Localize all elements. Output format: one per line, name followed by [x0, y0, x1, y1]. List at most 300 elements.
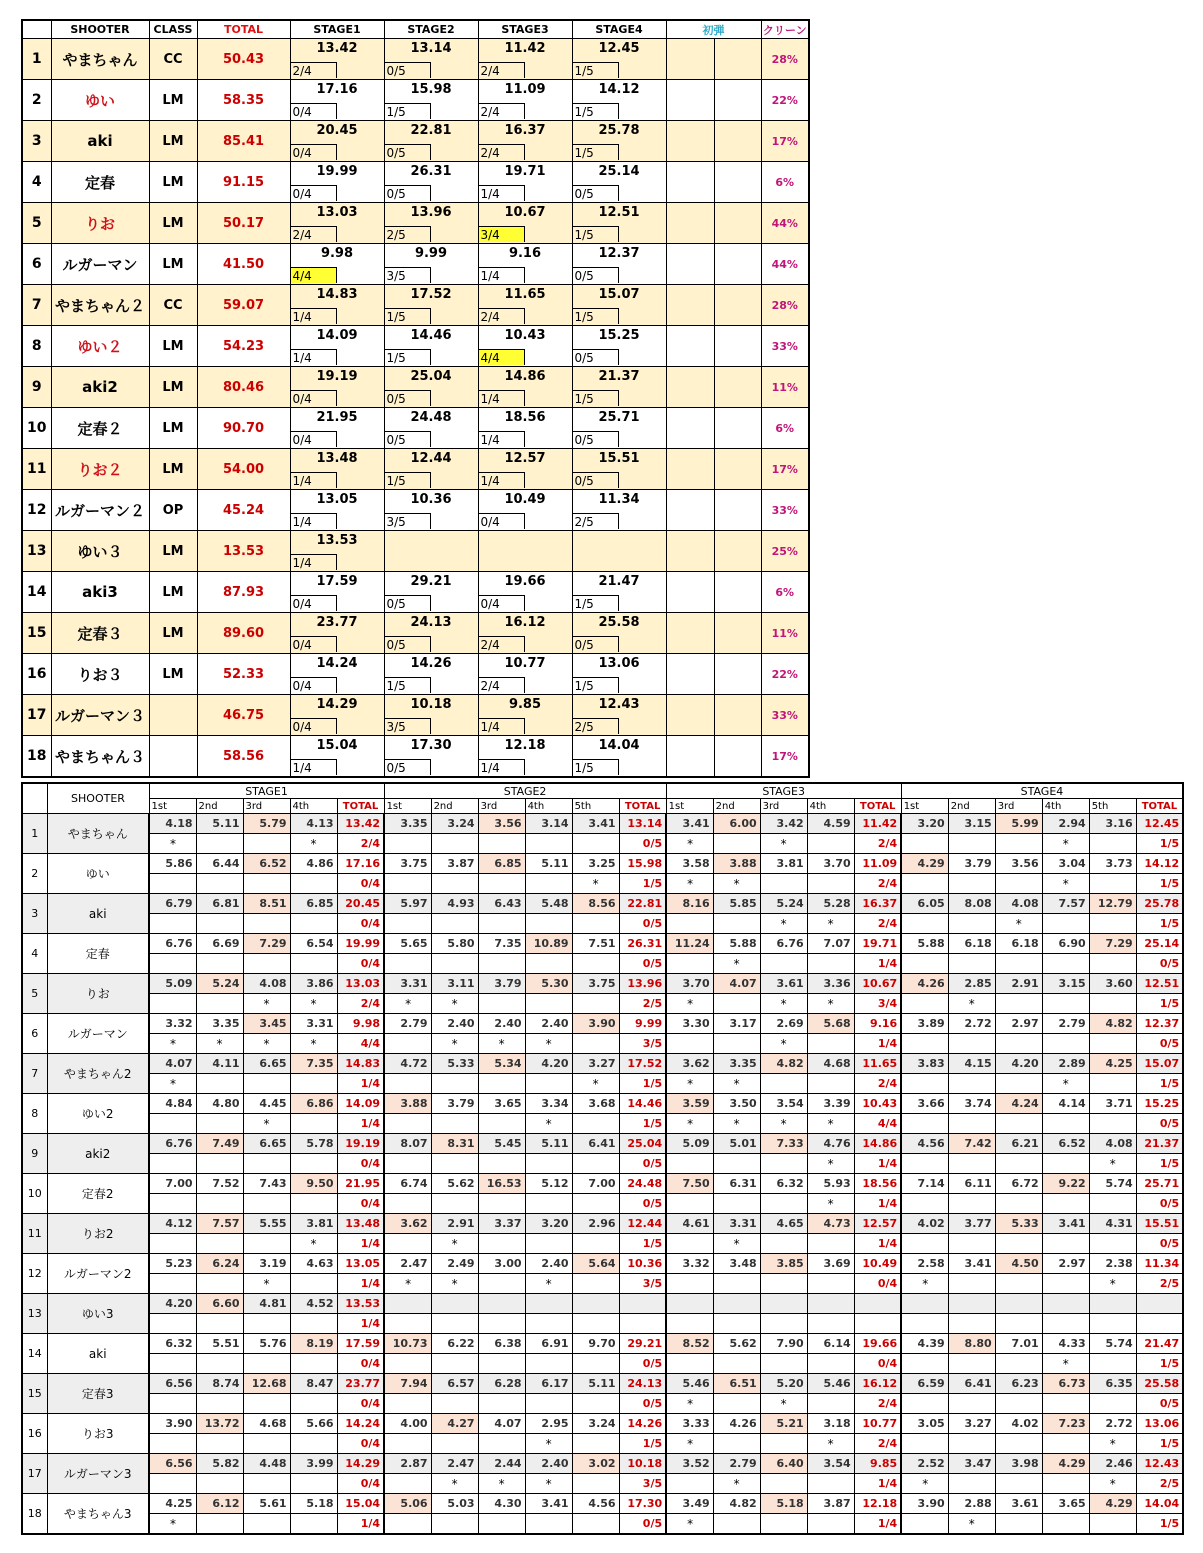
stage-result — [385, 80, 478, 120]
stage-hits: 0/5 — [1136, 954, 1183, 974]
stage-hits: 0/4 — [854, 1354, 901, 1374]
clean-rate: 11% — [761, 613, 809, 654]
stage-result — [479, 326, 572, 366]
stage-total: 19.66 — [854, 1334, 901, 1354]
stage-time: 11.34 — [598, 492, 640, 507]
shot-time: 4.02 — [901, 1214, 948, 1234]
shot-mark — [713, 1194, 760, 1214]
hit-count: 1/5 — [385, 677, 431, 693]
shot-mark: * — [666, 1434, 713, 1454]
detail-marks-row — [22, 1474, 1183, 1494]
shot-time: 3.36 — [807, 974, 854, 994]
shot-mark — [196, 874, 243, 894]
shot-mark — [243, 1354, 290, 1374]
shot-mark — [478, 834, 525, 854]
first-shot-cell-a — [666, 449, 714, 490]
stage-total-header: TOTAL — [854, 799, 901, 814]
stage-hits: 2/4 — [854, 1074, 901, 1094]
stage-hits: 0/5 — [619, 834, 666, 854]
stage-total: 12.44 — [619, 1214, 666, 1234]
stage-cell — [290, 203, 384, 244]
shot-time: 7.35 — [478, 934, 525, 954]
shot-mark: * — [1042, 874, 1089, 894]
clean-rate: 33% — [761, 326, 809, 367]
shot-time: 6.86 — [290, 1094, 337, 1114]
shot-time: 6.41 — [572, 1134, 619, 1154]
shot-time: 4.20 — [525, 1054, 572, 1074]
shot-time: 6.85 — [290, 894, 337, 914]
stage-result — [385, 367, 478, 407]
stage-time: 14.26 — [410, 656, 452, 671]
stage-total: 13.48 — [337, 1214, 384, 1234]
stage-total: 15.51 — [1136, 1214, 1183, 1234]
stage4-header: STAGE4 — [572, 20, 666, 39]
shot-time: 3.27 — [572, 1054, 619, 1074]
first-shot-cell-b — [714, 285, 761, 326]
hit-row — [573, 510, 666, 530]
shot-time — [431, 1294, 478, 1314]
stage-result — [385, 121, 478, 161]
shot-time: 4.07 — [713, 974, 760, 994]
detail-shooter-name: 定春3 — [47, 1374, 149, 1414]
shot-time: 3.90 — [901, 1494, 948, 1514]
shot-time: 3.41 — [525, 1494, 572, 1514]
class-cell: LM — [149, 531, 197, 572]
shot-mark — [243, 1154, 290, 1174]
hit-count: 2/4 — [479, 677, 525, 693]
shot-time: 6.00 — [713, 814, 760, 834]
shot-time: 3.47 — [948, 1454, 995, 1474]
stage-cell — [384, 203, 478, 244]
shot-time — [666, 1294, 713, 1314]
shot-mark — [1042, 1154, 1089, 1174]
shot-time: 4.39 — [901, 1334, 948, 1354]
shot-mark — [243, 1194, 290, 1214]
shot-mark: * — [666, 834, 713, 854]
shot-time: 7.42 — [948, 1134, 995, 1154]
hit-row — [573, 428, 666, 448]
shot-time: 3.73 — [1089, 854, 1136, 874]
stage-cell — [572, 490, 666, 531]
stage-result — [479, 613, 572, 653]
shot-time: 3.17 — [713, 1014, 760, 1034]
shot-time: 2.79 — [1042, 1014, 1089, 1034]
hit-count: 3/5 — [385, 267, 431, 283]
shot-mark — [807, 1274, 854, 1294]
shot-time: 4.56 — [901, 1134, 948, 1154]
stage-hits: 2/5 — [1136, 1274, 1183, 1294]
detail-row — [22, 1134, 1183, 1154]
shot-mark: * — [1089, 1154, 1136, 1174]
shot-time: 7.35 — [290, 1054, 337, 1074]
stage-hits: 3/5 — [619, 1034, 666, 1054]
detail-row — [22, 854, 1183, 874]
hit-row — [291, 592, 384, 612]
stage-total: 14.09 — [337, 1094, 384, 1114]
shot-mark: * — [1042, 1354, 1089, 1374]
stage-total: 12.57 — [854, 1214, 901, 1234]
shot-time: 4.30 — [478, 1494, 525, 1514]
shooter-name: やまちゃん３ — [51, 736, 149, 778]
shot-mark — [149, 874, 196, 894]
hit-count: 1/5 — [573, 759, 619, 775]
stage-result — [479, 490, 572, 530]
shot-mark — [1042, 914, 1089, 934]
total-cell: 58.35 — [197, 80, 290, 121]
shot-time: 3.69 — [807, 1254, 854, 1274]
shot-time: 4.50 — [995, 1254, 1042, 1274]
stage-result — [291, 80, 384, 120]
shot-time: 4.02 — [995, 1414, 1042, 1434]
hit-row — [479, 182, 572, 202]
shot-mark — [196, 1514, 243, 1535]
shot-mark — [149, 994, 196, 1014]
stage-cell — [290, 121, 384, 162]
shot-time: 2.91 — [431, 1214, 478, 1234]
shot-time: 3.87 — [431, 854, 478, 874]
stage-result — [385, 39, 478, 79]
shot-time: 5.74 — [1089, 1334, 1136, 1354]
detail-row — [22, 1054, 1183, 1074]
detail-row — [22, 1454, 1183, 1474]
first-shot-cell-a — [666, 80, 714, 121]
stage-total: 17.52 — [619, 1054, 666, 1074]
class-cell: LM — [149, 244, 197, 285]
shot-time: 3.48 — [713, 1254, 760, 1274]
shot-time: 3.11 — [431, 974, 478, 994]
shot-time: 3.50 — [713, 1094, 760, 1114]
stage-cell — [384, 285, 478, 326]
shot-mark — [290, 1274, 337, 1294]
hit-row — [479, 223, 572, 243]
detail-rank: 16 — [22, 1414, 47, 1454]
stage-cell — [478, 408, 572, 449]
hit-row — [291, 469, 384, 489]
stage-total: 19.99 — [337, 934, 384, 954]
hit-count: 1/5 — [385, 308, 431, 324]
shot-mark: * — [431, 1274, 478, 1294]
shot-time — [478, 1294, 525, 1314]
stage-result — [479, 80, 572, 120]
shot-mark — [901, 1154, 948, 1174]
stage-time: 13.53 — [316, 533, 358, 548]
stage-result — [573, 490, 666, 530]
shot-mark: * — [666, 1514, 713, 1535]
stage-cell — [572, 162, 666, 203]
shot-time: 4.14 — [1042, 1094, 1089, 1114]
clean-rate: 6% — [761, 572, 809, 613]
shot-mark — [431, 1114, 478, 1134]
shot-mark — [1089, 994, 1136, 1014]
shot-mark — [666, 1034, 713, 1054]
detail-header — [22, 783, 1183, 814]
shot-time: 4.00 — [384, 1414, 431, 1434]
stage-hits: 1/4 — [337, 1274, 384, 1294]
shot-mark: * — [807, 1194, 854, 1214]
hit-row — [479, 428, 572, 448]
shot-mark — [995, 1394, 1042, 1414]
hit-count: 0/4 — [291, 718, 337, 734]
shot-time: 8.80 — [948, 1334, 995, 1354]
hit-count: 2/5 — [385, 226, 431, 242]
stage-total: 11.42 — [854, 814, 901, 834]
stage-result — [573, 449, 666, 489]
hit-row — [385, 264, 478, 284]
detail-shooter-name: ルガーマン — [47, 1014, 149, 1054]
shot-mark — [290, 1314, 337, 1334]
stage-cell — [384, 39, 478, 80]
shot-time: 8.19 — [290, 1334, 337, 1354]
stage-cell — [572, 121, 666, 162]
hit-row — [385, 756, 478, 776]
stage-hits: 2/5 — [1136, 1474, 1183, 1494]
shot-mark: * — [760, 1394, 807, 1414]
detail-stage-header: STAGE2 — [384, 783, 666, 799]
stage-hits: 0/5 — [1136, 1194, 1183, 1214]
stage-result — [291, 285, 384, 325]
stage-cell — [478, 39, 572, 80]
shot-time: 3.81 — [290, 1214, 337, 1234]
shot-time: 5.11 — [525, 854, 572, 874]
detail-rank: 9 — [22, 1134, 47, 1174]
shot-time: 4.25 — [1089, 1054, 1136, 1074]
shot-mark — [995, 1514, 1042, 1535]
stage-hits: 1/5 — [1136, 1154, 1183, 1174]
shot-time: 6.57 — [431, 1374, 478, 1394]
class-cell: LM — [149, 162, 197, 203]
stage-result — [573, 39, 666, 79]
rank-cell: 11 — [22, 449, 51, 490]
shot-header: 1st — [666, 799, 713, 814]
stage-cell — [572, 244, 666, 285]
stage-hits: 2/4 — [337, 834, 384, 854]
summary-row — [22, 326, 809, 367]
shot-time: 3.39 — [807, 1094, 854, 1114]
stage-hits: 2/4 — [854, 874, 901, 894]
hit-count: 1/4 — [291, 472, 337, 488]
shot-time: 4.24 — [995, 1094, 1042, 1114]
shot-time — [572, 1294, 619, 1314]
shot-time: 9.50 — [290, 1174, 337, 1194]
stage-time: 19.66 — [504, 574, 546, 589]
shot-mark — [149, 1154, 196, 1174]
rank-cell: 2 — [22, 80, 51, 121]
shot-time: 3.58 — [666, 854, 713, 874]
shot-mark — [1042, 1434, 1089, 1454]
shot-time: 4.73 — [807, 1214, 854, 1234]
first-shot-cell-b — [714, 531, 761, 572]
stage-hits: 1/4 — [854, 1154, 901, 1174]
shot-time: 5.64 — [572, 1254, 619, 1274]
stage-time: 14.86 — [504, 369, 546, 384]
shot-mark — [713, 1154, 760, 1174]
shot-mark — [243, 1434, 290, 1454]
stage-cell — [290, 80, 384, 121]
shot-time: 6.28 — [478, 1374, 525, 1394]
stage-total: 29.21 — [619, 1334, 666, 1354]
shot-time: 3.61 — [760, 974, 807, 994]
stage-cell — [384, 408, 478, 449]
hit-row — [291, 551, 384, 571]
shot-time: 7.52 — [196, 1174, 243, 1194]
shot-time: 6.18 — [948, 934, 995, 954]
stage-hits: 2/4 — [854, 1434, 901, 1454]
stage-total: 24.13 — [619, 1374, 666, 1394]
shot-time: 7.57 — [1042, 894, 1089, 914]
shot-time: 5.09 — [149, 974, 196, 994]
hit-row — [573, 633, 666, 653]
shot-mark — [901, 834, 948, 854]
shot-mark — [384, 1354, 431, 1374]
shot-mark — [290, 1194, 337, 1214]
hit-row — [291, 59, 384, 79]
stage-total: 25.58 — [1136, 1374, 1183, 1394]
stage-time: 17.30 — [410, 738, 452, 753]
hit-row — [479, 346, 572, 366]
shot-mark — [196, 834, 243, 854]
shot-mark: * — [948, 994, 995, 1014]
stage-time: 12.57 — [504, 451, 546, 466]
stage3-header: STAGE3 — [478, 20, 572, 39]
shot-time: 4.80 — [196, 1094, 243, 1114]
detail-marks-row — [22, 1234, 1183, 1254]
hit-row — [385, 100, 478, 120]
shot-mark — [995, 834, 1042, 854]
detail-rank-header — [22, 783, 47, 814]
shot-mark — [525, 914, 572, 934]
shot-time — [807, 1294, 854, 1314]
stage-total: 21.37 — [1136, 1134, 1183, 1154]
shot-time: 5.11 — [572, 1374, 619, 1394]
stage-hits: 1/5 — [1136, 1354, 1183, 1374]
shot-mark — [948, 914, 995, 934]
hit-count: 0/5 — [573, 431, 619, 447]
stage-cell — [572, 80, 666, 121]
shot-mark: * — [478, 1034, 525, 1054]
stage-hits: 0/4 — [337, 914, 384, 934]
shot-mark — [760, 1154, 807, 1174]
detail-row — [22, 1174, 1183, 1194]
shot-time: 4.15 — [948, 1054, 995, 1074]
shooter-name: ルガーマン２ — [51, 490, 149, 531]
stage-hits: 0/4 — [337, 874, 384, 894]
shot-time: 6.76 — [149, 1134, 196, 1154]
stage-cell — [478, 244, 572, 285]
shot-mark — [431, 1314, 478, 1334]
total-cell: 46.75 — [197, 695, 290, 736]
hit-count: 0/4 — [291, 144, 337, 160]
summary-row — [22, 572, 809, 613]
shot-time: 4.61 — [666, 1214, 713, 1234]
shot-mark: * — [290, 994, 337, 1014]
stage-hits: 0/4 — [337, 1394, 384, 1414]
shot-time: 6.44 — [196, 854, 243, 874]
shot-time: 2.94 — [1042, 814, 1089, 834]
shot-time: 5.48 — [525, 894, 572, 914]
shot-time: 6.76 — [149, 934, 196, 954]
shot-time: 6.59 — [901, 1374, 948, 1394]
stage-total — [1136, 1294, 1183, 1314]
summary-row — [22, 408, 809, 449]
shot-mark — [384, 1154, 431, 1174]
shot-mark — [290, 1434, 337, 1454]
shot-time: 3.14 — [525, 814, 572, 834]
shot-mark — [948, 1274, 995, 1294]
shot-time — [1042, 1294, 1089, 1314]
hit-count: 0/4 — [291, 390, 337, 406]
stage-cell — [290, 695, 384, 736]
summary-row — [22, 203, 809, 244]
shot-time: 5.93 — [807, 1174, 854, 1194]
shot-mark — [948, 1314, 995, 1334]
shot-mark — [807, 1034, 854, 1054]
stage-hits: 1/4 — [854, 1474, 901, 1494]
shot-mark — [243, 1474, 290, 1494]
shot-mark — [384, 914, 431, 934]
stage-cell — [572, 367, 666, 408]
stage-cell — [384, 162, 478, 203]
stage-cell — [478, 285, 572, 326]
shot-mark: * — [666, 1114, 713, 1134]
shot-header: 4th — [807, 799, 854, 814]
summary-body — [22, 39, 809, 778]
shot-mark — [1089, 1314, 1136, 1334]
shot-time: 2.97 — [1042, 1254, 1089, 1274]
hit-count: 2/4 — [291, 62, 337, 78]
stage-result — [573, 613, 666, 653]
shooter-name: やまちゃん２ — [51, 285, 149, 326]
first-shot-cell-b — [714, 572, 761, 613]
shot-time: 7.33 — [760, 1134, 807, 1154]
detail-row — [22, 1294, 1183, 1314]
shot-mark — [760, 1194, 807, 1214]
shot-mark — [431, 1394, 478, 1414]
stage-hits: 1/5 — [1136, 834, 1183, 854]
shot-time: 6.72 — [995, 1174, 1042, 1194]
shot-header: 2nd — [713, 799, 760, 814]
shot-mark — [196, 914, 243, 934]
stage-cell — [572, 449, 666, 490]
shot-mark — [760, 1314, 807, 1334]
shot-time: 4.68 — [807, 1054, 854, 1074]
stage-total: 9.85 — [854, 1454, 901, 1474]
shot-mark: * — [713, 874, 760, 894]
stage-result — [479, 162, 572, 202]
stage-time: 14.09 — [316, 328, 358, 343]
total-cell: 87.93 — [197, 572, 290, 613]
stage-result — [573, 736, 666, 776]
hit-row — [385, 592, 478, 612]
shot-time: 5.11 — [525, 1134, 572, 1154]
stage-total: 26.31 — [619, 934, 666, 954]
stage-hits: 0/5 — [1136, 1394, 1183, 1414]
stage-time: 21.47 — [598, 574, 640, 589]
hit-row — [573, 674, 666, 694]
shot-time: 3.19 — [243, 1254, 290, 1274]
shot-mark — [901, 1114, 948, 1134]
class-cell: LM — [149, 367, 197, 408]
shot-time: 7.23 — [1042, 1414, 1089, 1434]
stage-time: 10.49 — [504, 492, 546, 507]
stage-total: 14.46 — [619, 1094, 666, 1114]
shot-time: 3.32 — [149, 1014, 196, 1034]
shot-mark — [948, 1154, 995, 1174]
hit-count: 1/4 — [479, 472, 525, 488]
hit-row — [479, 674, 572, 694]
detail-shooter-name: やまちゃん — [47, 814, 149, 854]
shot-time: 4.84 — [149, 1094, 196, 1114]
stage-time: 9.98 — [320, 246, 354, 261]
